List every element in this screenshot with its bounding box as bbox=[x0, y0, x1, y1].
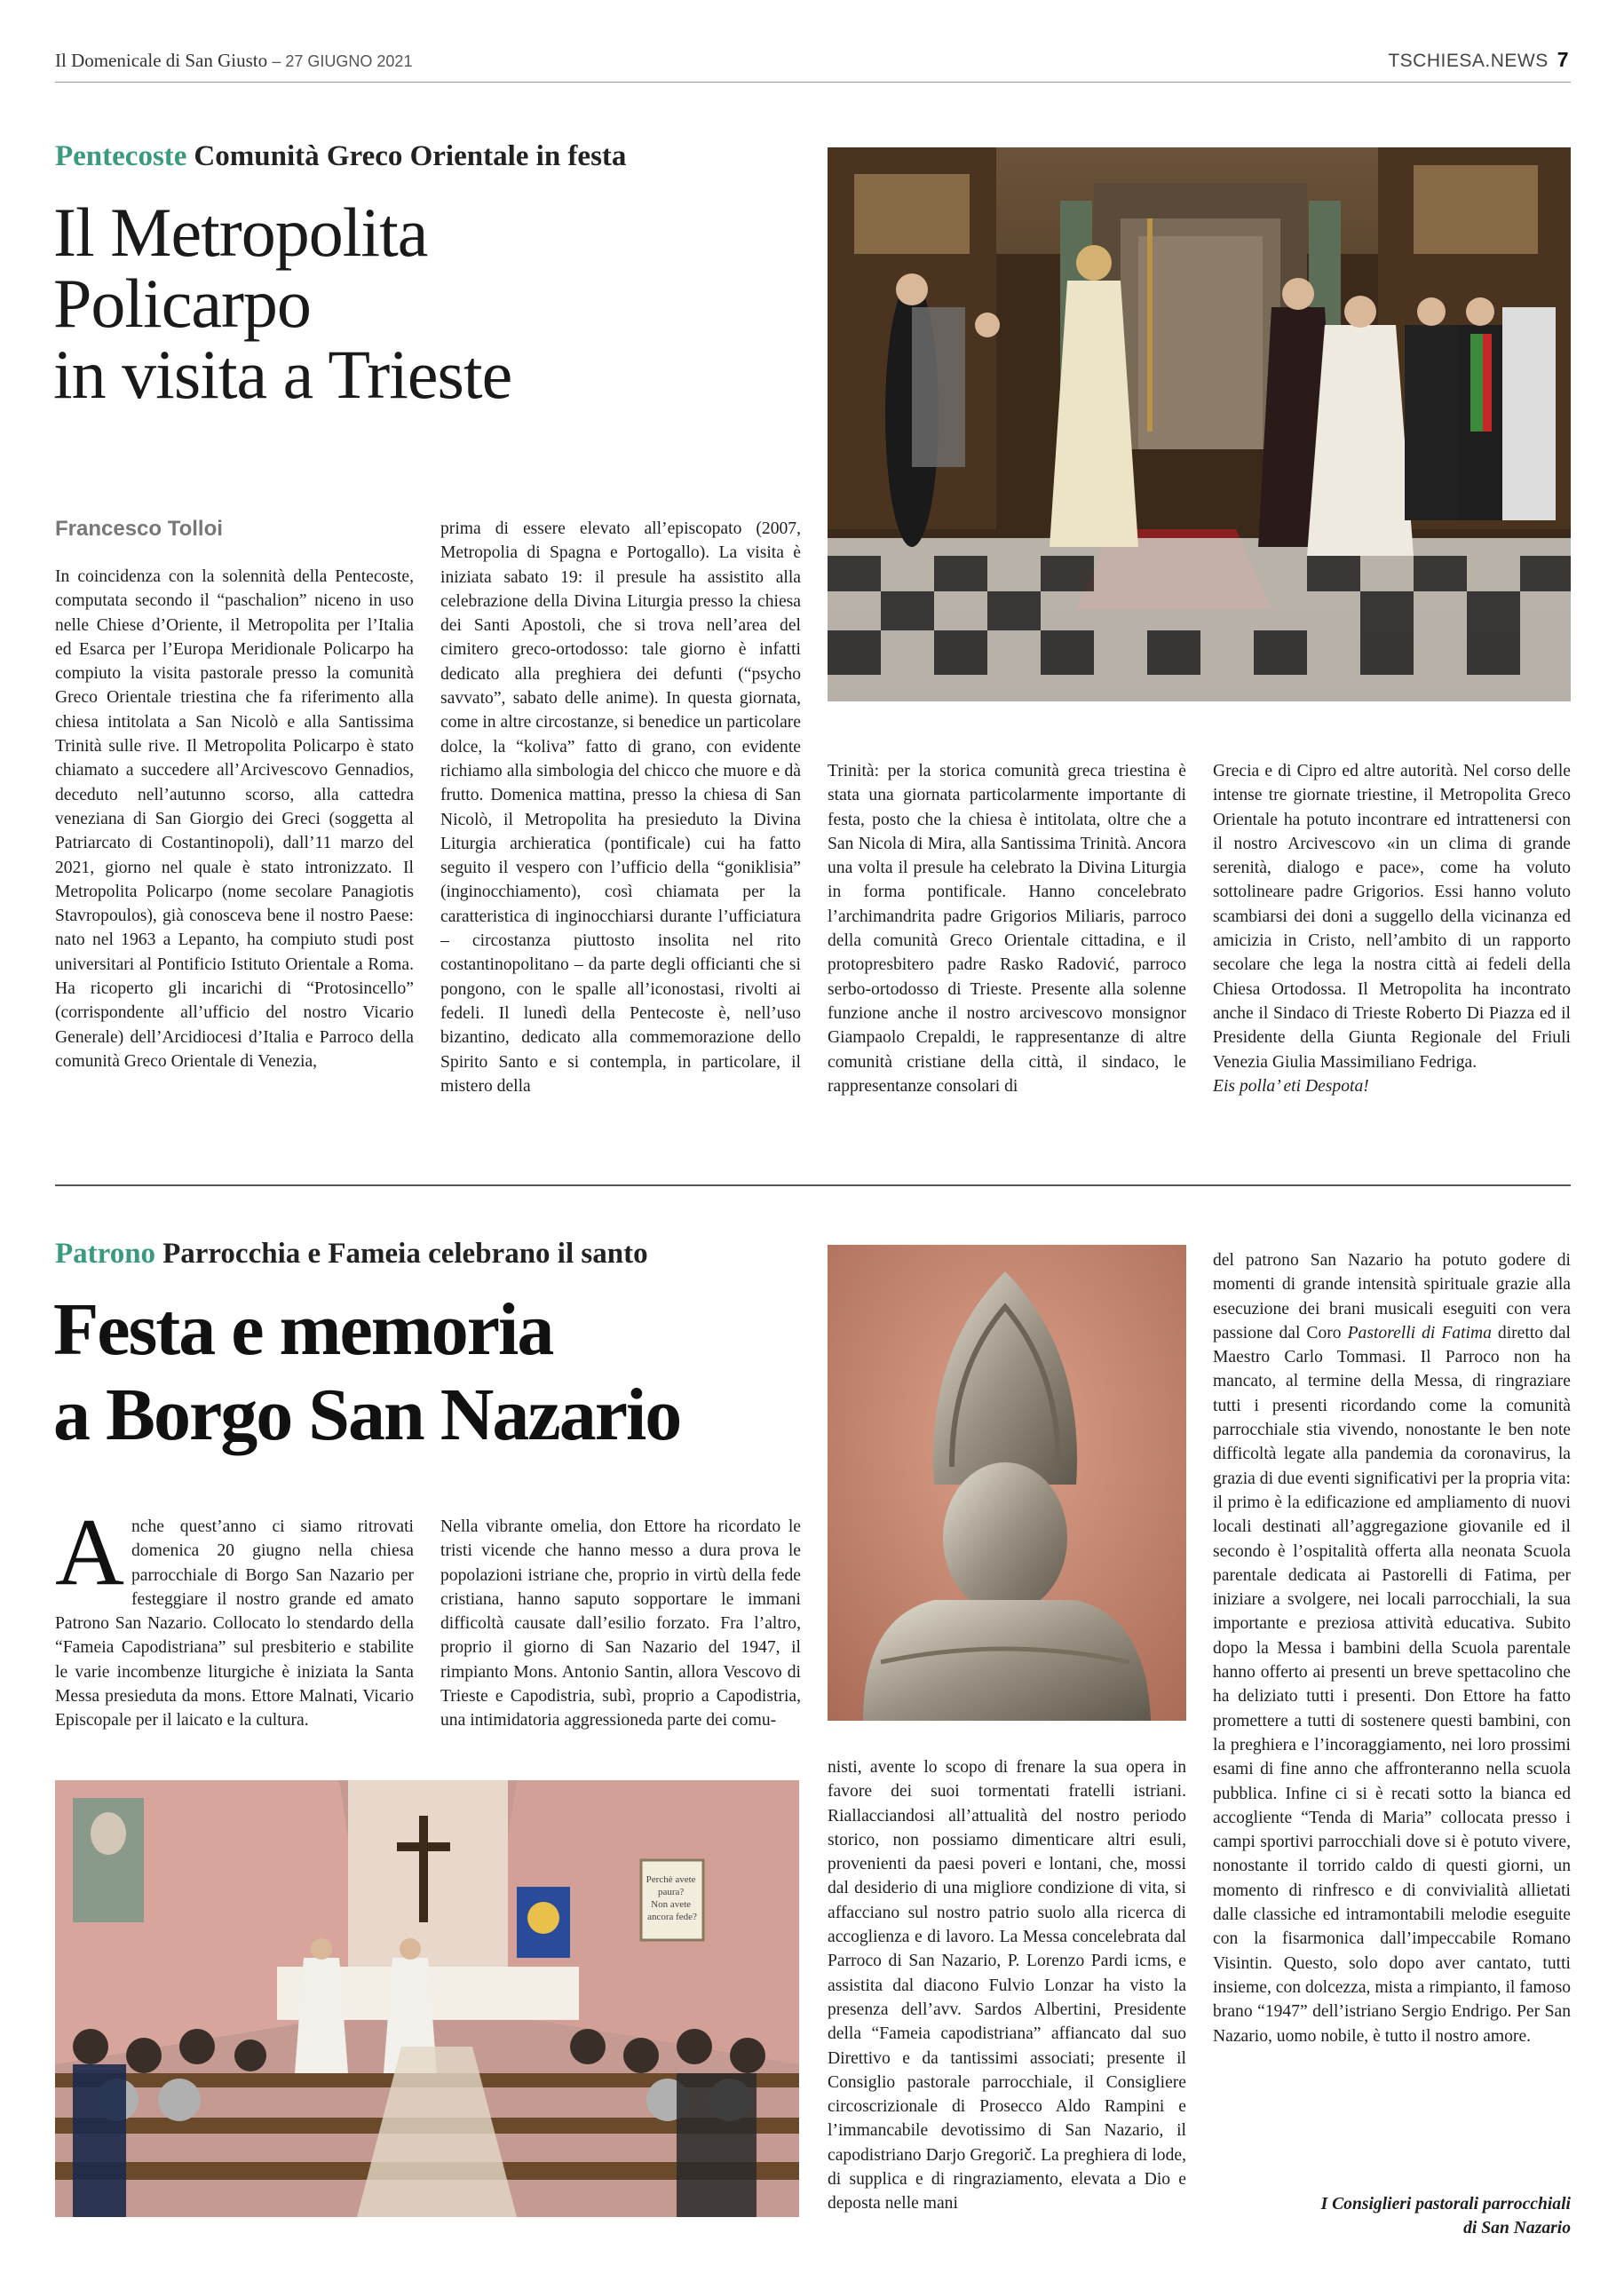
banner-text: Perchè avete paura? Non avete ancora fede? bbox=[646, 1874, 697, 1922]
article1-section: Pentecoste bbox=[55, 140, 187, 172]
issue-date: – 27 GIUGNO 2021 bbox=[272, 52, 413, 70]
article1-col4-text: Grecia e di Cipro ed altre autorità. Nel corso delle intense tre giornate triestine, il Metropolita Greco Orientale ha potuto incontrare ed intrattenersi con il nostro Arcivescovo «in un clima di grande serenità, dialogo e pace», come ha voluto sottolineare padre Grigorios. Essi hanno voluto scambiarsi dei doni a suggello della vicinanza ed amicizia in Cristo, nell’ambito di un rapporto secolare che lega la nostra città ai fedeli della Chiesa Ortodossa. Il Metropolita ha incontrato anche il Sindaco di Trieste Roberto Di Piazza ed il Presidente della Giunta Regionale del Friuli Venezia Giulia Massimiliano Fedriga. bbox=[1213, 762, 1571, 1072]
article2-subtitle: Parrocchia e Fameia celebrano il santo bbox=[162, 1238, 648, 1270]
article1-closing: Eis polla’ eti Despota! bbox=[1213, 1076, 1369, 1096]
article1-title-line: Policarpo bbox=[53, 265, 311, 342]
article2-section: Patrono bbox=[55, 1238, 156, 1270]
publication-name: Il Domenicale di San Giusto bbox=[55, 50, 268, 71]
article2-title bbox=[53, 1287, 852, 1458]
article1-author: Francesco Tolloi bbox=[55, 517, 223, 541]
article1-column-2: prima di essere elevato all’episcopato (2007, Metropolia di Spagna e Portogallo). La visita è iniziata sabato 19: il presule ha assistito alla celebrazione della Divina Liturgia presso la chiesa dei Santi Apostoli, che si trova nell’area del cimitero greco-ortodosso: tale giorno è infatti dedicato alla preghiera dei defunti (“psycho savvato”, sabato delle anime). In questa giornata, come in altre circostanze, si benedice un particolare dolce, la “koliva” fatto di grano, con evidente richiamo alla simbologia del chicco che muore e dà frutto. Domenica mattina, presso la chiesa di San Nicolò, il Metropolita ha presieduto la Divina Liturgia archieratica (pontificale) cui ha fatto seguito il vespero con l’ufficio della “goniklisia” (inginocchiamento), così chiamata per la caratteristica di inginocchiarsi durante l’ufficiatura – circostanza piuttosto insolita nel rito costantinopolitano – da parte degli officianti che si pongono, con le spalle all’iconostasi, rivolti ai fedeli. Il lunedì della Pentecoste è, nell’uso bizantino, dedicato alla commemorazione dello Spirito Santo e si contempla, in particolare, il mistero della bbox=[440, 519, 801, 1096]
dropcap: A bbox=[55, 1515, 124, 1605]
site-header bbox=[1388, 48, 1569, 72]
page-number: 7 bbox=[1557, 48, 1569, 71]
article1-title-line: Il Metropolita bbox=[53, 194, 428, 271]
article2-signature bbox=[1213, 2192, 1571, 2245]
article2-title-line: Festa e memoria bbox=[53, 1288, 553, 1371]
publication-header bbox=[55, 50, 412, 72]
san-nazario-bust-photo bbox=[828, 1245, 1186, 1721]
article2-column-3: nisti, avente lo scopo di frenare la sua opera in favore dei suoi tormentati fratelli istriani. Riallacciandosi all’attualità del nostro periodo storico, non possiamo dimenticare altri esuli, provenienti da paesi poveri e lontani, che, mossi dal desiderio di una migliore condizione di vita, si affacciano sul nostro patrio suolo alla ricerca di accoglienza e di lavoro. La Messa concelebrata dal Parroco di San Nazario, P. Lorenzo Pardi icms, e assistita dal diacono Fulvio Lonzar ha visto la presenza dell’avv. Sardos Albertini, Presidente della “Fameia capodistriana” affiancato dal suo Direttivo e da tantissimi associati; presente il Consiglio pastorale parrocchiale, il Consigliere circoscrizionale di Prosecco Aldo Rampini e l’immancabile devotissimo di San Nazario, il capodistriano Darjo Gregorič. La preghiera di lode, di supplica e di ringraziamento, elevata a Dio e deposta nelle mani bbox=[828, 1758, 1186, 2214]
chapel-interior-illustration bbox=[55, 1780, 799, 2217]
article-divider bbox=[55, 1184, 1571, 1186]
article1-kicker bbox=[55, 140, 626, 173]
silver-bust-illustration bbox=[828, 1245, 1186, 1721]
article2-col4b: diretto dal Maestro Carlo Tommasi. Il Parroco non ha mancato, al termine della Messa, di ringraziare tutti i presenti ricordando come la comunità parrocchiale stia vivendo, nonostante le ben note difficoltà legate alla pandemia da coronavirus, la grazia di due eventi significativi per la propria vita: il primo è la edificazione ed ampliamento di nuovi locali destinati all’aggregazione giovanile ed il secondo è l’ospitalità offerta alla neonata Scuola parentale dedicata ai Pastorelli di Fatima, per iniziare a svolgere, nei locali parrocchiali, la sua importante e preziosa attività educativa. Subito dopo la Messa i bambini della Scuola parentale hanno offerto ai presenti un breve spettacolino che ha deliziato tutti i presenti. Don Ettore ha fatto promettere a tutti di sostenere questi bambini, con la preghiera e l’incoraggiamento, nei loro prossimi esami di fine anno che affronteranno nella scuola pubblica. Infine ci si è recati sotto la bianca ed accogliente “Tenda di Maria” collocata presso i campi sportivi parrocchiali dove si è potuto vivere, nonostante il torrido caldo di questi giorni, un momento di rinfresco e di convivialità allietati dalle classiche ed intramontabili melodie eseguite con la fisarmonica dall’impeccabile Romano Visintin. Questo, solo dopo aver cantato, tutti insieme, con dolcezza, mista a rimpianto, il famoso brano “1947” dell’istriano Sergio Endrigo. Per San Nazario, uomo nobile, è tutto il nostro amore. bbox=[1213, 1323, 1571, 2046]
article2-col1-text: nche quest’anno ci siamo ritrovati domenica 20 giugno nella chiesa parrocchiale di Borgo San Nazario per festeggiare il nostro grande ed amato Patrono San Nazario. Collocato lo stendardo della “Fameia Capodistriana” sul presbiterio e stabilite le varie incombenze liturgiche è iniziata la Santa Messa presieduta da mons. Ettore Malnati, Vicario Episcopale per il laicato e la cultura. bbox=[55, 1517, 414, 1730]
article2-column-1 bbox=[55, 1515, 414, 1754]
site-link[interactable]: TSCHIESA.NEWS bbox=[1388, 51, 1549, 71]
church-interior-illustration bbox=[828, 147, 1571, 701]
article1-column-3: Trinità: per la storica comunità greca triestina è stata una giornata particolarmente importante di festa, posto che la chiesa è intitolata, oltre che a San Nicola di Mira, alla Santissima Trinità. Ancora una volta il presule ha celebrato la Divina Liturgia in forma pontificale. Hanno concelebrato l’archimandrita padre Grigorios Miliaris, parroco della comunità Greco Orientale cittadina, e il protopresbitero padre Rasko Radović, parroco serbo-ortodosso di Trieste. Presente alla solenne funzione anche il nostro arcivescovo monsignor Giampaolo Crepaldi, le rappresentanze di altre comunità cristiane della città, il sindaco, le rappresentanze consolari di bbox=[828, 762, 1186, 1096]
article1-title-line: in visita a Trieste bbox=[53, 336, 512, 413]
article2-column-4 bbox=[1213, 1248, 1571, 2193]
header-divider bbox=[55, 82, 1571, 83]
article2-col4a: del patrono San Nazario ha potuto godere di momenti di grande intensità spirituale grazie alla esecuzione dei brani musicali eseguiti con vera passione dal Coro bbox=[1213, 1251, 1571, 1342]
article1-column-1: In coincidenza con la solennità della Pentecoste, computata secondo il “paschalion” niceno in uso nelle Chiese d’Oriente, il Metropolita per l’Italia ed Esarca per l’Europa Meridionale Policarpo ha compiuto la visita pastorale presso la comunità Greco Orientale triestina che fa riferimento alla chiesa intitolata a San Nicolò e alla Santissima Trinità sulle rive. Il Metropolita Policarpo è stato chiamato a succedere all’Arcivescovo Gennadios, deceduto nell’autunno scorso, alla cattedra veneziana di San Giorgio dei Greci (soggetta al Patriarcato di Costantinopoli), dall’11 marzo del 2021, giorno nel quale è stato intronizzato. Il Metropolita Policarpo (nome secolare Panagiotis Stavropoulos), già conosceva bene il nostro Paese: nato nel 1963 a Lepanto, ha compiuto studi post universitari al Pontificio Istituto Orientale a Roma. Ha ricoperto gli incarichi di “Protosincello” (corrispondente all’ufficio del nostro Vicario Generale) dell’Arcidiocesi d’Italia e Parroco della comunità Greco Orientale di Venezia, bbox=[55, 567, 414, 1071]
article1-subtitle: Comunità Greco Orientale in festa bbox=[194, 140, 627, 172]
article2-column-2: Nella vibrante omelia, don Ettore ha ricordato le tristi vicende che hanno messo a dura prova le popolazioni istriane che, proprio in virtù della fede cristiana, hanno saputo sopportare le immani difficoltà causate dall’esilio forzato. Fra l’altro, proprio il giorno di San Nazario del 1947, il rimpianto Mons. Antonio Santin, allora Vescovo di Trieste e Capodistria, subì, proprio a Capodistria, una intimidatoria aggressioneda parte dei comu- bbox=[440, 1517, 801, 1730]
signature-line-1: I Consiglieri pastorali parrocchiali bbox=[1320, 2195, 1571, 2214]
metropolitan-liturgy-photo bbox=[828, 147, 1571, 701]
article1-title bbox=[53, 194, 764, 413]
article2-kicker bbox=[55, 1238, 648, 1271]
article2-title-line: a Borgo San Nazario bbox=[53, 1374, 681, 1456]
article1-column-4 bbox=[1213, 759, 1571, 1133]
choir-name: Pastorelli di Fatima bbox=[1347, 1323, 1492, 1342]
parish-mass-photo bbox=[55, 1780, 799, 2217]
signature-line-2: di San Nazario bbox=[1463, 2219, 1571, 2238]
